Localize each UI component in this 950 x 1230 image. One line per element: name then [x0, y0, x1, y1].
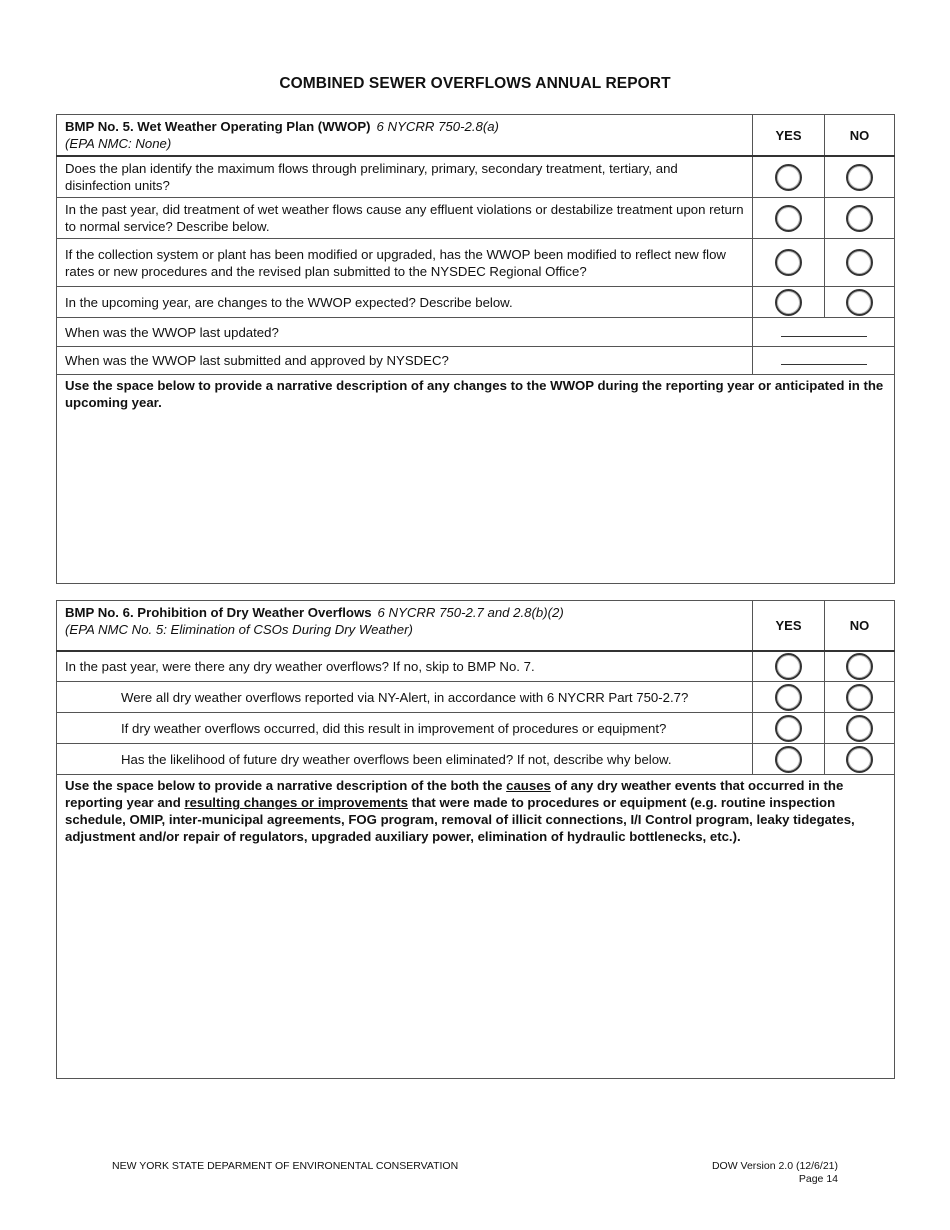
- question-text: If the collection system or plant has been modified or upgraded, has the WWOP been modified to reflect new flow rates or new procedures and the revised plan submitted to the NYSDEC Regional Office?: [57, 239, 753, 287]
- bmp6-epa: (EPA NMC No. 5: Elimination of CSOs During Dry Weather): [65, 622, 413, 637]
- yes-radio[interactable]: [775, 205, 802, 232]
- table-row: [57, 287, 895, 318]
- bmp6-header-row: [57, 601, 895, 651]
- question-text: If dry weather overflows occurred, did this result in improvement of procedures or equipment?: [57, 713, 753, 744]
- question-text: When was the WWOP last submitted and approved by NYSDEC?: [57, 347, 753, 375]
- question-text: In the past year, did treatment of wet weather flows cause any effluent violations or destabilize treatment upon return to normal service? Describe below.: [57, 198, 753, 239]
- page-title: COMBINED SEWER OVERFLOWS ANNUAL REPORT: [279, 75, 671, 92]
- yes-header: YES: [753, 601, 825, 651]
- table-row: [57, 156, 895, 198]
- no-header: NO: [825, 115, 895, 157]
- table-row: [57, 198, 895, 239]
- yes-radio[interactable]: [775, 653, 802, 680]
- table-row: [57, 682, 895, 713]
- no-radio[interactable]: [846, 653, 873, 680]
- no-radio[interactable]: [846, 715, 873, 742]
- yes-radio[interactable]: [775, 249, 802, 276]
- question-text: Were all dry weather overflows reported via NY-Alert, in accordance with 6 NYCRR Part 750-2.7?: [57, 682, 753, 713]
- yes-radio[interactable]: [775, 715, 802, 742]
- question-text: In the upcoming year, are changes to the WWOP expected? Describe below.: [57, 287, 753, 318]
- narrative-row: [57, 375, 895, 584]
- bmp6-narrative-box[interactable]: [57, 775, 895, 1079]
- last-approved-field[interactable]: [781, 355, 867, 365]
- bmp5-title: BMP No. 5. Wet Weather Operating Plan (WWOP): [65, 119, 371, 134]
- footer-page-number: Page 14: [798, 1173, 838, 1185]
- footer-version-block: [690, 1160, 838, 1186]
- no-radio[interactable]: [846, 746, 873, 773]
- no-radio[interactable]: [846, 164, 873, 191]
- bmp5-table: [56, 114, 895, 584]
- bmp5-narrative-box[interactable]: [57, 375, 895, 584]
- no-radio[interactable]: [846, 249, 873, 276]
- bmp6-header: [57, 601, 753, 651]
- last-updated-field[interactable]: [781, 327, 867, 337]
- footer-version: DOW Version 2.0 (12/6/21): [711, 1160, 838, 1172]
- bmp5-header-row: [57, 115, 895, 157]
- table-row: [57, 318, 895, 347]
- narrative-row: [57, 775, 895, 1079]
- yes-radio[interactable]: [775, 164, 802, 191]
- bmp6-citation: 6 NYCRR 750-2.7 and 2.8(b)(2): [377, 605, 564, 620]
- question-text: Has the likelihood of future dry weather overflows been eliminated? If not, describe why below.: [57, 744, 753, 775]
- no-radio[interactable]: [846, 289, 873, 316]
- yes-header: YES: [753, 115, 825, 157]
- yes-radio[interactable]: [775, 746, 802, 773]
- question-text: In the past year, were there any dry weather overflows? If no, skip to BMP No. 7.: [57, 651, 753, 682]
- no-header: NO: [825, 601, 895, 651]
- table-row: [57, 347, 895, 375]
- no-radio[interactable]: [846, 205, 873, 232]
- yes-radio[interactable]: [775, 684, 802, 711]
- bmp5-header: [57, 115, 753, 157]
- table-row: [57, 651, 895, 682]
- question-text: When was the WWOP last updated?: [57, 318, 753, 347]
- yes-radio[interactable]: [775, 289, 802, 316]
- no-radio[interactable]: [846, 684, 873, 711]
- footer-agency: NEW YORK STATE DEPARMENT OF ENVIRONENTAL CONSERVATION: [112, 1160, 459, 1172]
- bmp5-citation: 6 NYCRR 750-2.8(a): [376, 119, 499, 134]
- bmp5-narrative-prompt: Use the space below to provide a narrative description of any changes to the WWOP during the reporting year or anticipated in the upcoming year.: [65, 378, 884, 410]
- bmp6-narrative-prompt: Use the space below to provide a narrative description of the both the causes of any dry weather events that occurred in the reporting year and resulting changes or improvements that were made to procedures or equipment (e.g. routine inspection schedule, OMIP, inter-municipal agreements, FOG program, removal of illicit connections, I/I Control program, leaky tidegates, adjustment and/or repair of regulators, upgraded auxiliary power, elimination of hydraulic bottlenecks, etc.).: [65, 778, 855, 844]
- question-text: Does the plan identify the maximum flows through preliminary, primary, secondary treatment, tertiary, and disinfection units?: [57, 156, 753, 198]
- bmp6-title: BMP No. 6. Prohibition of Dry Weather Overflows: [65, 605, 372, 620]
- table-row: [57, 713, 895, 744]
- table-row: [57, 744, 895, 775]
- bmp5-epa: (EPA NMC: None): [65, 136, 172, 151]
- table-row: [57, 239, 895, 287]
- bmp6-table: [56, 600, 895, 1079]
